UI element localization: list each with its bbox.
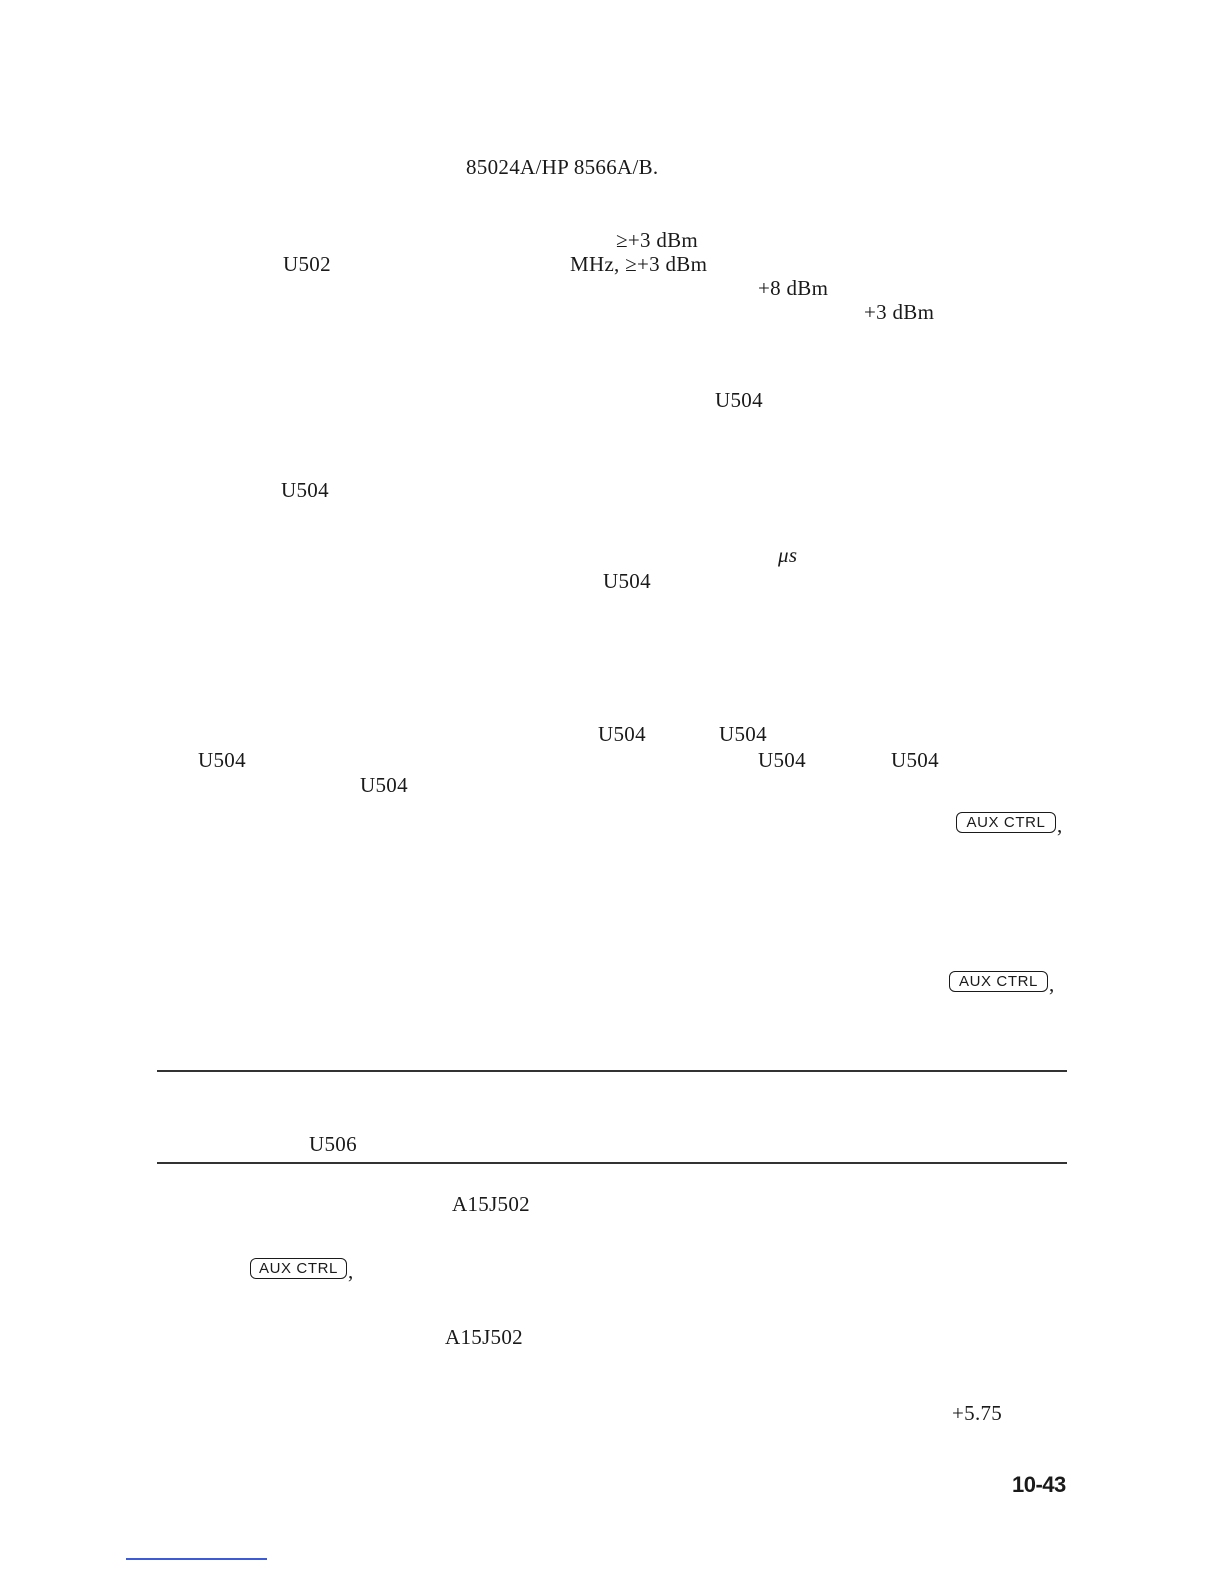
model-reference: 85024A/HP 8566A/B.	[466, 155, 659, 179]
comma: ,	[1057, 813, 1063, 837]
component-ref-u504: U504	[603, 569, 651, 593]
page-number: 10-43	[1012, 1472, 1066, 1497]
component-ref-u504: U504	[758, 748, 806, 772]
component-ref-u504: U504	[281, 478, 329, 502]
level-spec-min: ≥+3 dBm	[616, 228, 699, 252]
connector-ref-a15j502: A15J502	[452, 1192, 530, 1216]
connector-ref-a15j502: A15J502	[445, 1325, 523, 1349]
aux-ctrl-key: AUX CTRL	[949, 971, 1048, 992]
component-ref-u504: U504	[891, 748, 939, 772]
aux-ctrl-key: AUX CTRL	[956, 812, 1056, 833]
note-bottom-rule	[157, 1162, 1067, 1164]
component-ref-u504: U504	[198, 748, 246, 772]
frequency-level-spec: MHz, ≥+3 dBm	[570, 252, 708, 276]
footer-link-underline	[126, 1558, 267, 1560]
microseconds-unit: μs	[778, 543, 798, 567]
component-ref-u504: U504	[715, 388, 763, 412]
comma: ,	[348, 1259, 354, 1283]
voltage-spec: +5.75	[952, 1401, 1003, 1425]
component-ref-u506: U506	[309, 1132, 357, 1156]
comma: ,	[1049, 972, 1055, 996]
note-top-rule	[157, 1070, 1067, 1072]
component-ref-u502: U502	[283, 252, 331, 276]
component-ref-u504: U504	[598, 722, 646, 746]
component-ref-u504: U504	[360, 773, 408, 797]
component-ref-u504: U504	[719, 722, 767, 746]
level-spec-plus8: +8 dBm	[758, 276, 829, 300]
aux-ctrl-key: AUX CTRL	[250, 1258, 347, 1279]
level-spec-plus3: +3 dBm	[864, 300, 935, 324]
